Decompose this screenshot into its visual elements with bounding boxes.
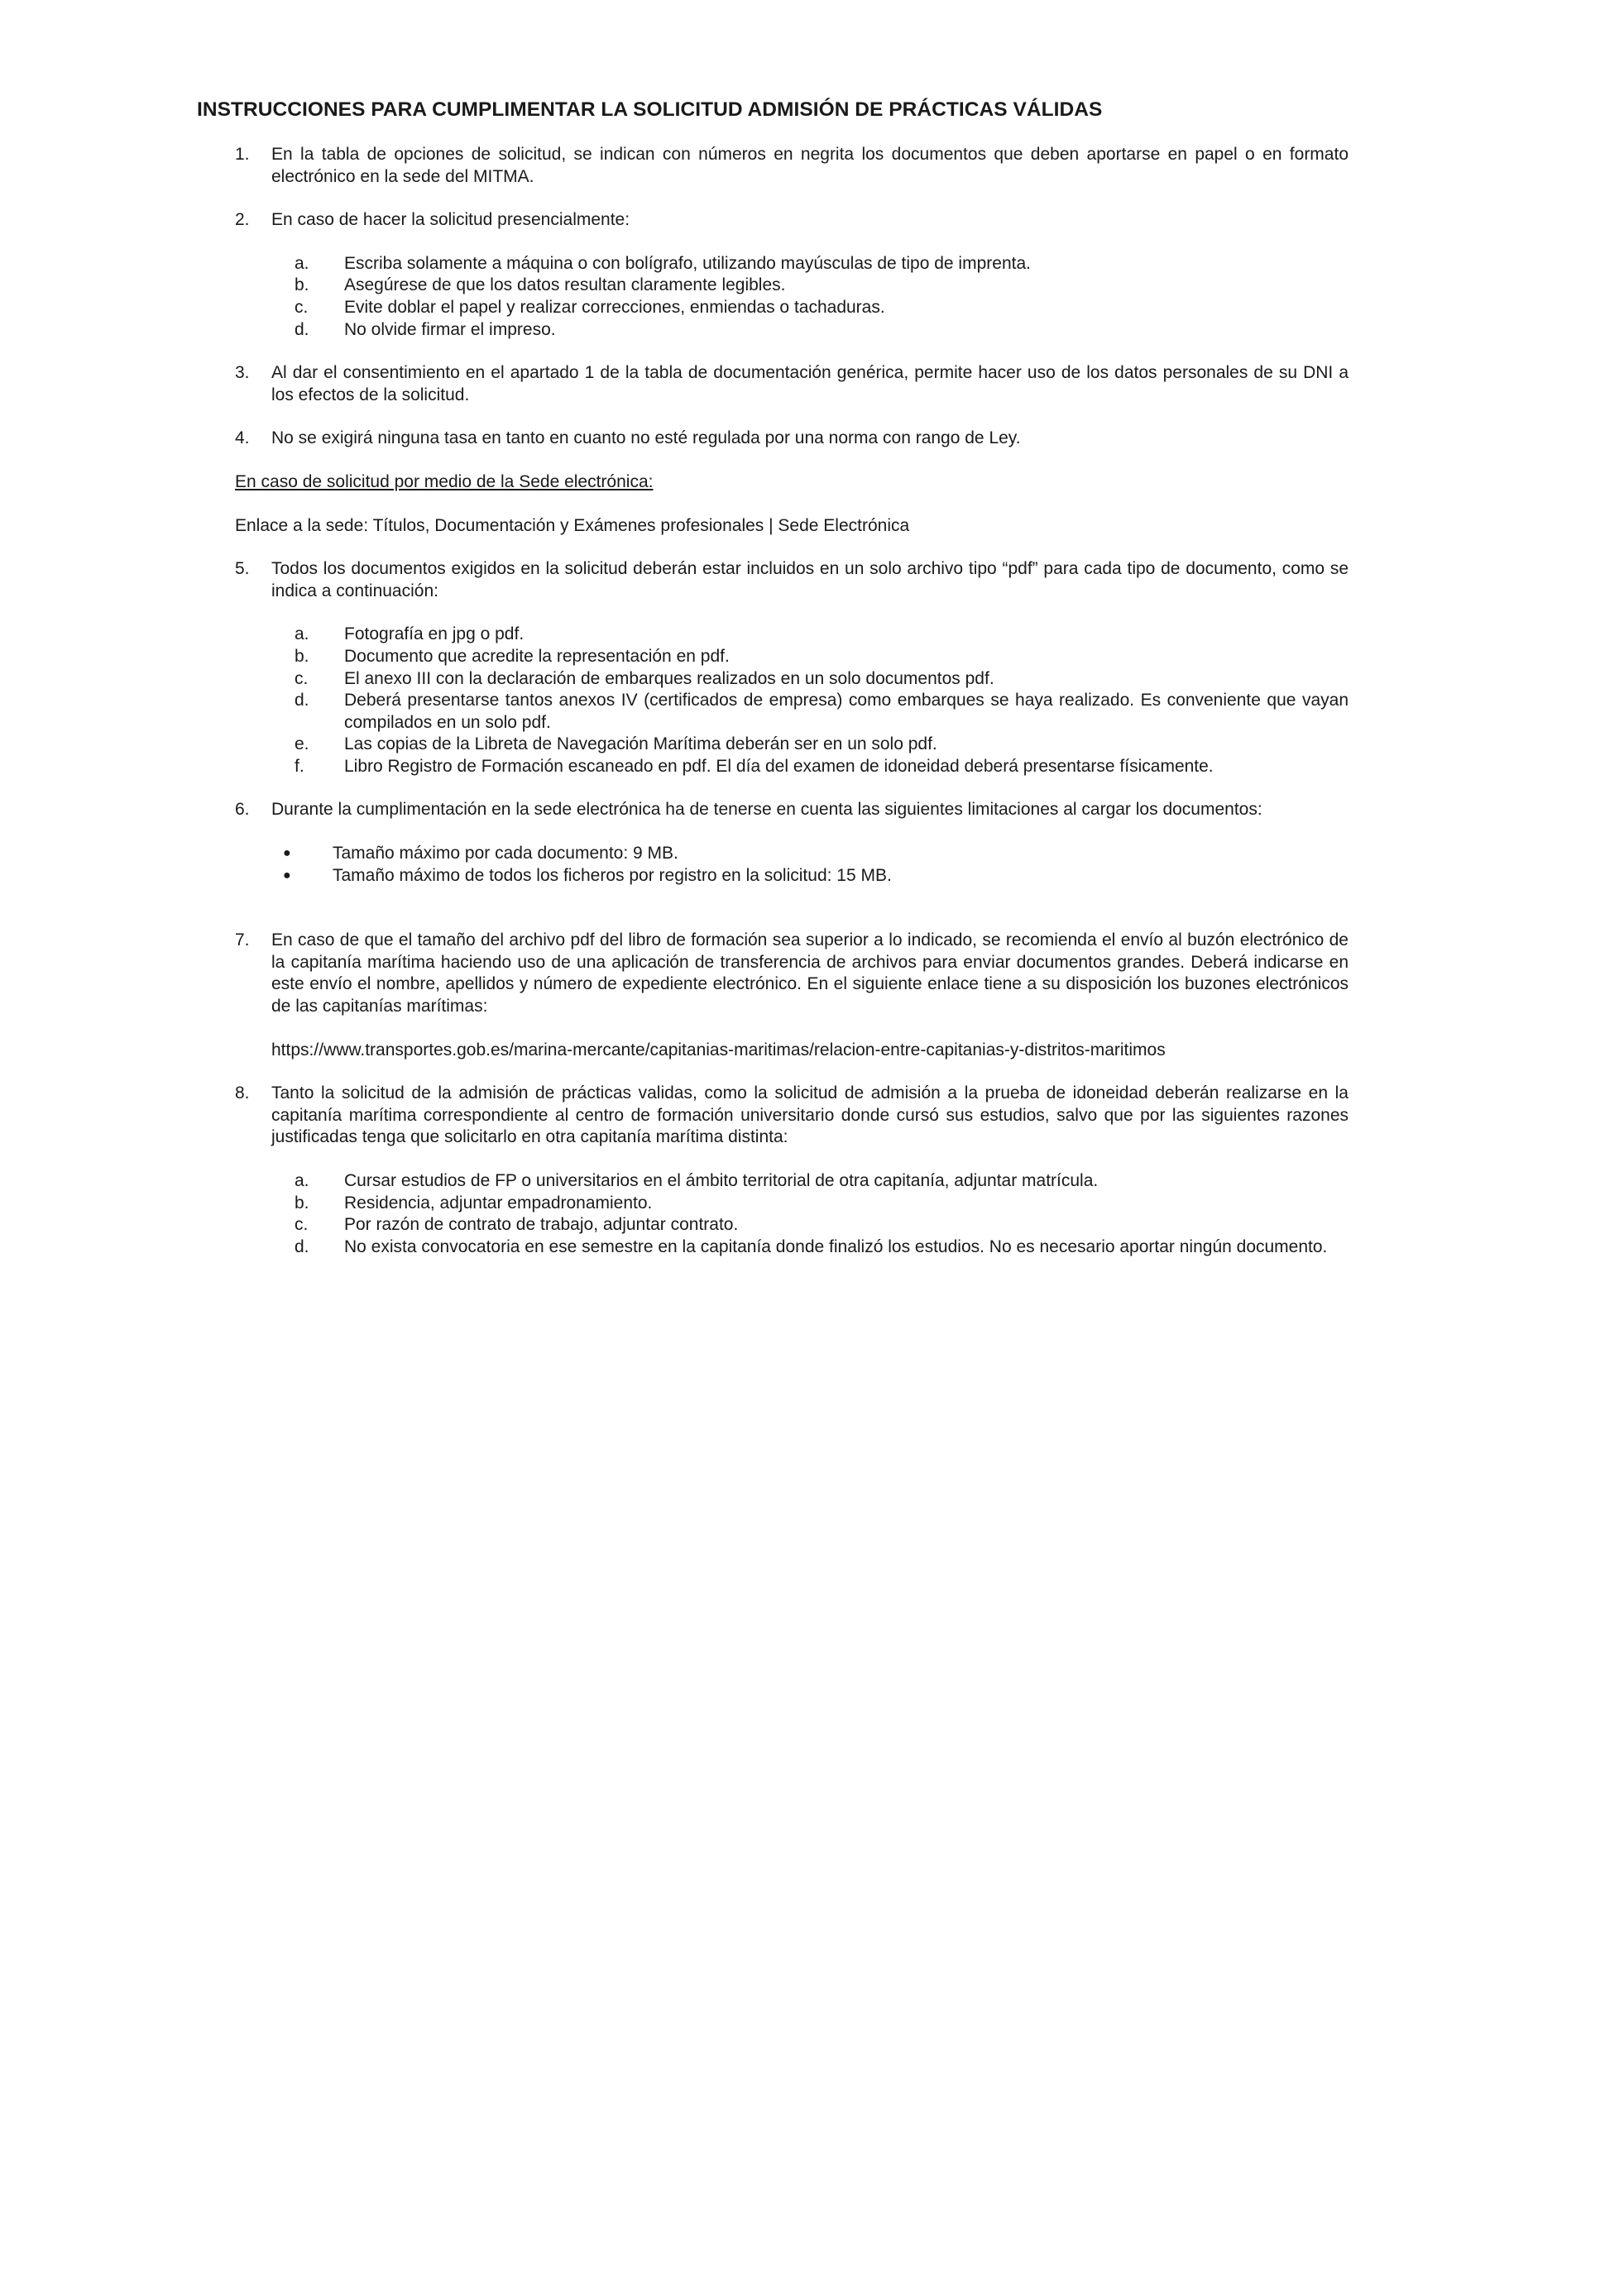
sublist-entry: [295, 1170, 1349, 1193]
sublist-item-5: [295, 624, 1349, 777]
bullet-icon: ●: [283, 868, 291, 883]
item-text-wrapper: [271, 930, 1349, 1061]
sub-text: Documento que acredite la representación en pdf.: [344, 646, 730, 666]
sublist-entry: [295, 624, 1349, 646]
document-title: INSTRUCCIONES PARA CUMPLIMENTAR LA SOLICITUD ADMISIÓN DE PRÁCTICAS VÁLIDAS: [197, 98, 1103, 121]
sub-letter: b.: [295, 1193, 309, 1213]
sub-letter: d.: [295, 691, 309, 710]
sub-text: Por razón de contrato de trabajo, adjuntar contrato.: [344, 1215, 739, 1235]
instruction-item-8: [197, 1083, 1349, 1149]
item-text: No se exigirá ninguna tasa en tanto en cuanto no esté regulada por una norma con rango de Ley.: [271, 428, 1021, 448]
instruction-item-5: [197, 558, 1349, 602]
bullet-text: Tamaño máximo por cada documento: 9 MB.: [333, 844, 678, 863]
sublist-entry: [295, 297, 1349, 319]
sublist-item-8: [295, 1170, 1349, 1258]
instruction-item-6: [197, 799, 1349, 821]
sub-letter: a.: [295, 253, 309, 273]
sublist-entry: [295, 1193, 1349, 1215]
sub-text: Deberá presentarse tantos anexos IV (certificados de empresa) como embarques se haya realizado. Es conveniente que vayan compilados en un solo pdf.: [344, 691, 1349, 732]
sub-letter: d.: [295, 1236, 309, 1256]
sublist-entry: [295, 319, 1349, 342]
bullet-icon: ●: [283, 846, 291, 861]
instruction-item-2: [197, 209, 1349, 232]
sub-letter: e.: [295, 734, 309, 754]
sub-text: Libro Registro de Formación escaneado en pdf. El día del examen de idoneidad deberá presentarse físicamente.: [344, 756, 1214, 776]
sede-heading: En caso de solicitud por medio de la Sede electrónica:: [235, 471, 654, 491]
sub-letter: b.: [295, 275, 309, 295]
sub-letter: c.: [295, 668, 309, 688]
sub-letter: a.: [295, 1171, 309, 1190]
item-number: 3.: [235, 363, 250, 383]
instruction-item-1: [197, 144, 1349, 188]
sub-text: El anexo III con la declaración de embarques realizados en un solo documentos pdf.: [344, 668, 994, 688]
bullet-entry: [283, 843, 1349, 865]
bullet-list-item-6: [283, 843, 1349, 887]
sublist-entry: [295, 1236, 1349, 1259]
sublist-entry: [295, 690, 1349, 734]
item-number: 6.: [235, 800, 250, 820]
sub-text: No olvide firmar el impreso.: [344, 319, 556, 339]
sub-text: Cursar estudios de FP o universitarios en el ámbito territorial de otra capitanía, adjuntar matrícula.: [344, 1171, 1099, 1190]
item-text: Todos los documentos exigidos en la solicitud deberán estar incluidos en un solo archivo tipo “pdf” para cada tipo de documento, como se indica a continuación:: [271, 559, 1349, 600]
sub-letter: a.: [295, 624, 309, 644]
document-content: [197, 98, 1349, 1258]
instructions-body: [197, 144, 1349, 1258]
sublist-entry: [295, 734, 1349, 756]
item-number: 5.: [235, 559, 250, 579]
item-text: En caso de hacer la solicitud presencialmente:: [271, 210, 630, 230]
item-text: Al dar el consentimiento en el apartado 1 de la tabla de documentación genérica, permite hacer uso de los datos personales de su DNI a los efectos de la solicitud.: [271, 363, 1349, 404]
sublist-item-2: [295, 253, 1349, 341]
sub-text: No exista convocatoria en ese semestre en la capitanía donde finalizó los estudios. No es necesario aportar ningún documento.: [344, 1236, 1328, 1256]
sub-text: Escriba solamente a máquina o con bolígrafo, utilizando mayúsculas de tipo de imprenta.: [344, 253, 1031, 273]
instruction-item-4: [197, 428, 1349, 450]
item-number: 1.: [235, 145, 250, 164]
item-number: 2.: [235, 210, 250, 230]
sublist-entry: [295, 668, 1349, 691]
instruction-item-3: [197, 362, 1349, 406]
sub-letter: b.: [295, 646, 309, 666]
sublist-entry: [295, 1214, 1349, 1236]
sub-text: Asegúrese de que los datos resultan claramente legibles.: [344, 275, 786, 295]
bullet-entry: [283, 865, 1349, 887]
sub-letter: c.: [295, 1215, 309, 1235]
sub-letter: d.: [295, 319, 309, 339]
sub-letter: c.: [295, 297, 309, 317]
item-number: 7.: [235, 930, 250, 950]
sublist-entry: [295, 253, 1349, 275]
instruction-item-7: [197, 930, 1349, 1061]
bullet-text: Tamaño máximo de todos los ficheros por registro en la solicitud: 15 MB.: [333, 865, 892, 885]
item-number: 4.: [235, 428, 250, 448]
item-number: 8.: [235, 1083, 250, 1103]
sub-text: Fotografía en jpg o pdf.: [344, 624, 525, 644]
sub-text: Evite doblar el papel y realizar correcciones, enmiendas o tachaduras.: [344, 297, 885, 317]
sede-link[interactable]: Enlace a la sede: Títulos, Documentación y Exámenes profesionales | Sede Electrónica: [235, 515, 910, 535]
sublist-entry: [295, 275, 1349, 297]
sub-letter: f.: [295, 756, 304, 776]
sublist-entry: [295, 646, 1349, 668]
sub-text: Las copias de la Libreta de Navegación Marítima deberán ser en un solo pdf.: [344, 734, 937, 754]
item-text: En caso de que el tamaño del archivo pdf del libro de formación sea superior a lo indicado, se recomienda el envío al buzón electrónico de la capitanía marítima haciendo uso de una aplicación de transferencia de archivos para enviar documentos grandes. Deberá indicarse en este envío el nombre, apellidos y número de expediente electrónico. En el siguiente enlace tiene a su disposición los buzones electrónicos de las capitanías marítimas:: [271, 930, 1349, 1016]
item-text: Tanto la solicitud de la admisión de prácticas validas, como la solicitud de admisión a la prueba de idoneidad deberán realizarse en la capitanía marítima correspondiente al centro de formación universitario donde cursó sus estudios, salvo que por las siguientes razones justificadas tenga que solicitarlo en otra capitanía marítima distinta:: [271, 1083, 1349, 1147]
capitanias-url-link[interactable]: https://www.transportes.gob.es/marina-mercante/capitanias-maritimas/relacion-entre-capitanias-y-distritos-maritimos: [271, 1040, 1166, 1060]
sub-text: Residencia, adjuntar empadronamiento.: [344, 1193, 653, 1213]
sublist-entry: [295, 756, 1349, 778]
item-text: En la tabla de opciones de solicitud, se indican con números en negrita los documentos que deben aportarse en papel o en formato electrónico en la sede del MITMA.: [271, 145, 1349, 186]
item-text: Durante la cumplimentación en la sede electrónica ha de tenerse en cuenta las siguientes limitaciones al cargar los documentos:: [271, 800, 1262, 820]
